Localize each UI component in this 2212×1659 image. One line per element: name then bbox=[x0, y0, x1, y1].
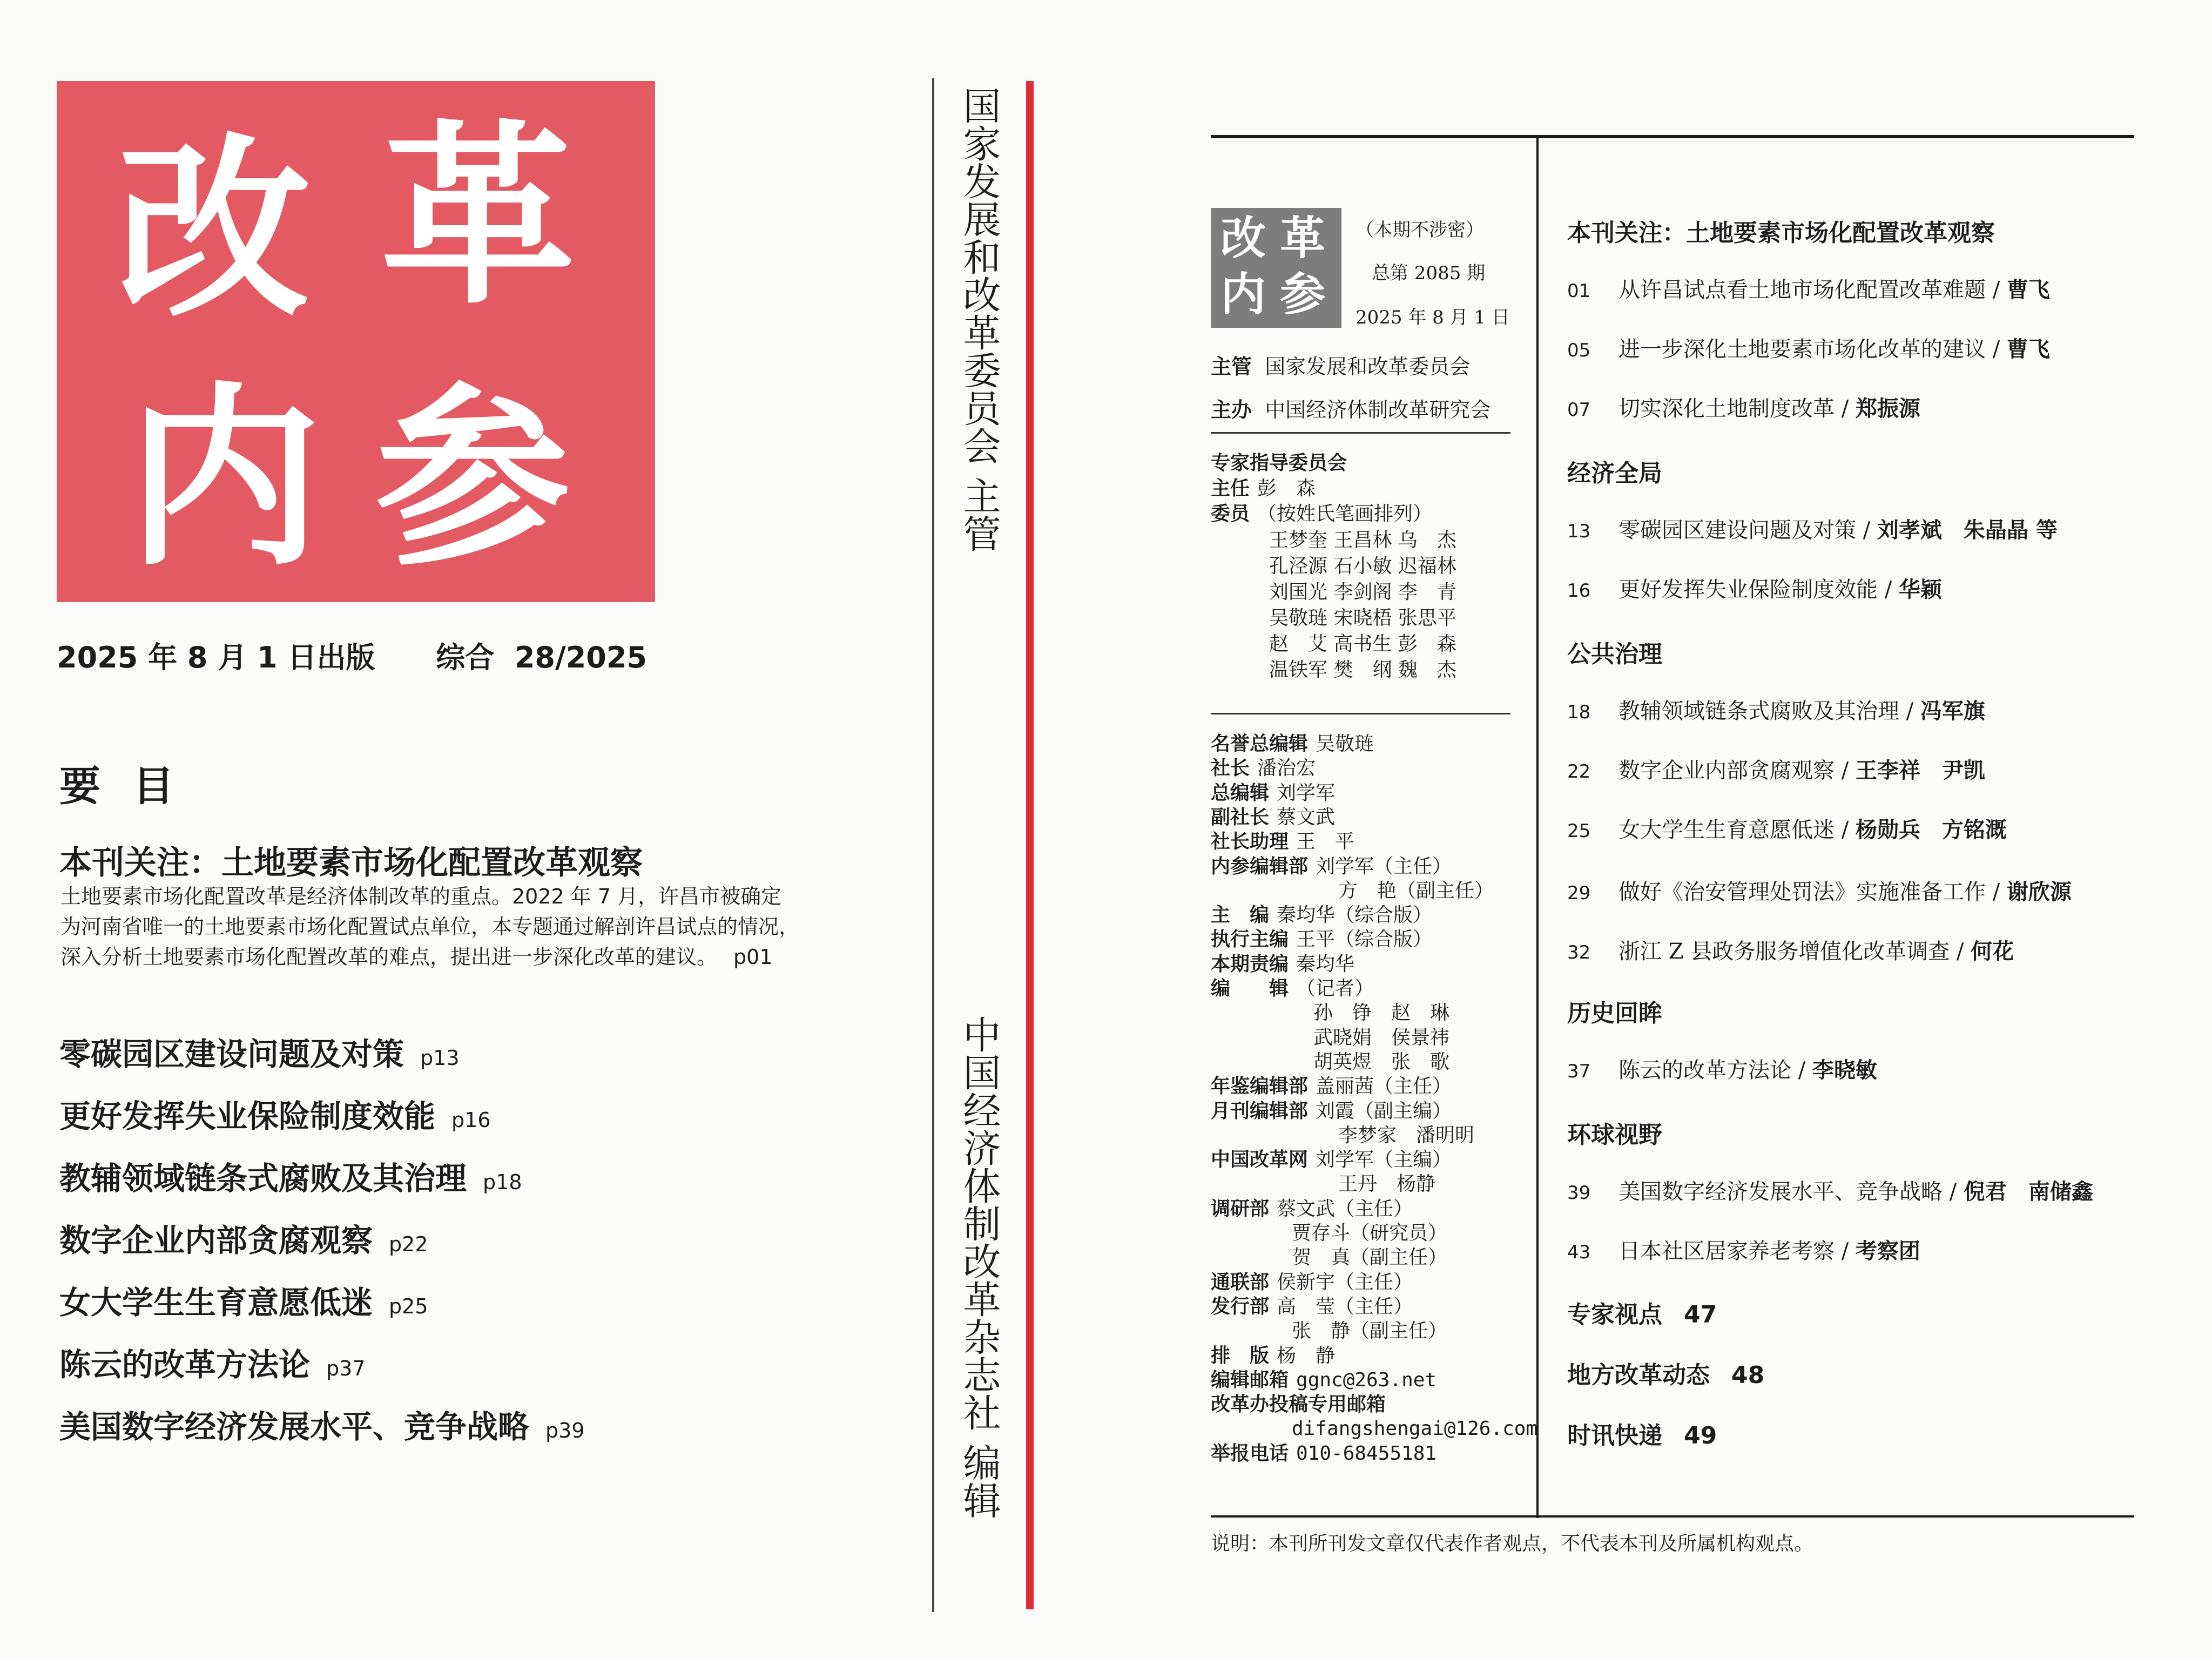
toc-item-author: 考察团 bbox=[1855, 1238, 1920, 1264]
logo-char-can: 参 bbox=[375, 363, 570, 592]
toc-item-author: 刘孝斌 朱晶晶 等 bbox=[1877, 517, 2058, 543]
cover-toc-page: p18 bbox=[483, 1170, 522, 1194]
toc-item-title: 美国数字经济发展水平、竞争战略 / bbox=[1618, 1179, 1964, 1204]
staff-value: 潘治宏 bbox=[1257, 757, 1316, 780]
toc-item-author: 王李祥 尹凯 bbox=[1855, 758, 1985, 783]
cover-toc-title: 更好发挥失业保险制度效能 bbox=[59, 1098, 436, 1135]
committee-title: 专家指导委员会 bbox=[1211, 452, 1347, 474]
focus-page: p01 bbox=[733, 945, 773, 969]
toc-item-author: 何花 bbox=[1971, 939, 2014, 964]
supervisor-value: 国家发展和改革委员会 bbox=[1265, 355, 1471, 379]
mini-logo-char: 参 bbox=[1280, 267, 1326, 321]
committee-member-row: 赵 艾 高书生 彭 森 bbox=[1269, 633, 1456, 655]
cover-toc-page: p25 bbox=[389, 1294, 428, 1318]
staff-row bbox=[1211, 830, 1354, 854]
toc-section-page: 49 bbox=[1684, 1422, 1717, 1449]
staff-value: 刘霞（副主编） bbox=[1316, 1100, 1452, 1122]
staff-label: 主 编 bbox=[1211, 904, 1270, 927]
focus-title: 本刊关注：土地要素市场化配置改革观察 bbox=[59, 844, 643, 882]
toc-section-heading bbox=[1567, 635, 1662, 669]
toc-item-page: 22 bbox=[1567, 761, 1591, 783]
toc-item-page: 43 bbox=[1567, 1242, 1591, 1263]
staff-label: 改革办投稿专用邮箱 bbox=[1211, 1393, 1386, 1416]
cover-toc-title: 数字企业内部贪腐观察 bbox=[59, 1222, 373, 1259]
cover-toc-item bbox=[59, 1153, 522, 1198]
staff-label: 月刊编辑部 bbox=[1211, 1100, 1309, 1122]
staff-row bbox=[1211, 805, 1335, 830]
toc-item-page: 25 bbox=[1567, 820, 1591, 842]
toc-item-title: 做好《治安管理处罚法》实施准备工作 / bbox=[1618, 880, 2007, 905]
staff-row bbox=[1292, 1221, 1447, 1246]
toc-item-title: 浙江 Z 县政务服务增值化改革调查 / bbox=[1618, 939, 1971, 964]
toc-item bbox=[1567, 392, 1920, 422]
toc-item bbox=[1567, 875, 2072, 906]
staff-value: 杨 静 bbox=[1277, 1344, 1336, 1367]
toc-section-title: 地方改革动态 bbox=[1567, 1361, 1710, 1389]
staff-value: 侯新宇（主任） bbox=[1277, 1271, 1413, 1293]
toc-item bbox=[1567, 1175, 2093, 1205]
logo-char-ge: 革 bbox=[381, 102, 575, 330]
toc-item-page: 39 bbox=[1567, 1182, 1591, 1204]
cover-toc-item bbox=[59, 1215, 428, 1260]
staff-row bbox=[1211, 781, 1335, 806]
toc-item-page: 16 bbox=[1567, 580, 1591, 602]
staff-label: 通联部 bbox=[1211, 1271, 1270, 1293]
toc-section-title: 时讯快递 bbox=[1567, 1422, 1662, 1449]
toc-section-heading bbox=[1567, 454, 1662, 488]
staff-row bbox=[1211, 903, 1432, 928]
cover-toc-title: 教辅领域链条式腐败及其治理 bbox=[59, 1160, 467, 1197]
staff-value: difangshengai@126.com bbox=[1292, 1418, 1538, 1440]
toc-item-page: 29 bbox=[1567, 882, 1591, 904]
staff-row bbox=[1211, 1099, 1452, 1124]
toc-item bbox=[1567, 572, 1942, 603]
toc-item bbox=[1567, 694, 1985, 725]
spine-supervisor-text: 国家发展和改革委员会 主管 bbox=[957, 86, 1001, 552]
staff-row bbox=[1211, 1197, 1413, 1222]
staff-label: 编辑邮箱 bbox=[1211, 1368, 1289, 1391]
staff-row bbox=[1313, 1050, 1449, 1075]
toc-item bbox=[1567, 813, 2007, 844]
toc-item-title: 更好发挥失业保险制度效能 / bbox=[1618, 577, 1899, 602]
spine-editor-text: 中国经济体制改革杂志社 编辑 bbox=[957, 1015, 1001, 1519]
staff-row bbox=[1211, 952, 1354, 977]
logo-char-nei: 内 bbox=[127, 363, 321, 592]
secrecy-note: （本期不涉密） bbox=[1355, 219, 1484, 241]
cover-toc-item bbox=[59, 1091, 491, 1136]
staff-row bbox=[1313, 1026, 1449, 1050]
toc-item bbox=[1567, 1234, 1920, 1265]
toc-section-title: 本刊关注：土地要素市场化配置改革观察 bbox=[1567, 219, 1995, 247]
staff-value: （记者） bbox=[1296, 977, 1374, 1000]
spine-divider-line bbox=[932, 78, 934, 1612]
staff-row bbox=[1211, 1368, 1437, 1393]
toc-section-title: 专家视点 bbox=[1567, 1301, 1662, 1328]
staff-row bbox=[1211, 1392, 1393, 1417]
toc-item-title: 零碳园区建设问题及对策 / bbox=[1618, 518, 1877, 543]
staff-value: 贺 真（副主任） bbox=[1292, 1246, 1448, 1269]
sponsor-label: 主办 bbox=[1211, 398, 1252, 422]
staff-value: 盖丽茜（主任） bbox=[1316, 1075, 1452, 1098]
issue-date: 2025 年 8 月 1 日 bbox=[1355, 307, 1510, 328]
toc-section-heading bbox=[1567, 213, 1995, 248]
toc-item-author: 华颖 bbox=[1898, 577, 1942, 602]
staff-label: 内参编辑部 bbox=[1211, 855, 1309, 878]
cover-toc-page: p13 bbox=[420, 1046, 460, 1070]
toc-item-page: 07 bbox=[1567, 399, 1591, 421]
staff-label: 社长 bbox=[1211, 757, 1250, 780]
top-rule bbox=[1211, 135, 2134, 138]
toc-section-page: 48 bbox=[1731, 1361, 1765, 1389]
staff-row bbox=[1292, 1319, 1447, 1344]
staff-value: 张 静（副主任） bbox=[1292, 1320, 1448, 1343]
staff-value: 方 艳（副主任） bbox=[1338, 879, 1494, 902]
staff-row bbox=[1211, 1294, 1413, 1319]
supervisor-label: 主管 bbox=[1211, 355, 1252, 379]
toc-item-author: 李晓敏 bbox=[1812, 1057, 1877, 1083]
toc-item-title: 从许昌试点看土地市场化配置改革难题 / bbox=[1618, 278, 2007, 302]
staff-row bbox=[1211, 756, 1316, 781]
staff-value: 刘学军（主任） bbox=[1316, 855, 1452, 878]
staff-value: 高 莹（主任） bbox=[1277, 1295, 1413, 1318]
staff-row bbox=[1338, 1172, 1435, 1197]
toc-item-title: 教辅领域链条式腐败及其治理 / bbox=[1618, 699, 1920, 724]
staff-row bbox=[1292, 1245, 1447, 1270]
toc-item-title: 日本社区居家养老考察 / bbox=[1618, 1239, 1856, 1264]
staff-value: 孙 铮 赵 琳 bbox=[1313, 1002, 1450, 1024]
committee-member-row: 孔泾源 石小敏 迟福林 bbox=[1269, 555, 1456, 577]
staff-row bbox=[1211, 1344, 1335, 1368]
toc-item-title: 陈云的改革方法论 / bbox=[1618, 1058, 1812, 1083]
toc-section-title: 环球视野 bbox=[1567, 1121, 1662, 1149]
staff-label: 排 版 bbox=[1211, 1344, 1270, 1367]
committee-member-row: 刘国光 李剑阁 李 青 bbox=[1269, 581, 1456, 603]
staff-value: 刘学军（主编） bbox=[1316, 1149, 1452, 1171]
staff-label: 社长助理 bbox=[1211, 831, 1289, 853]
cover-toc-page: p37 bbox=[326, 1357, 366, 1380]
cover-toc-item bbox=[59, 1339, 366, 1385]
committee-member-row: 温铁军 樊 纲 魏 杰 bbox=[1269, 659, 1456, 681]
staff-label: 年鉴编辑部 bbox=[1211, 1075, 1309, 1098]
toc-section-heading bbox=[1567, 994, 1662, 1028]
staff-row bbox=[1313, 1001, 1449, 1026]
toc-item-author: 郑振源 bbox=[1855, 396, 1920, 421]
staff-label: 总编辑 bbox=[1211, 781, 1270, 804]
logo-char-gai: 改 bbox=[116, 115, 311, 343]
toc-item-page: 05 bbox=[1567, 340, 1591, 361]
committee-member-row: 王梦奎 王昌林 乌 杰 bbox=[1269, 529, 1456, 551]
staff-label: 名誉总编辑 bbox=[1211, 733, 1309, 755]
cover-toc-page: p16 bbox=[451, 1108, 491, 1132]
toc-item-author: 倪君 南储鑫 bbox=[1963, 1179, 2093, 1204]
bottom-rule bbox=[1211, 1515, 2134, 1518]
contents-heading: 要目 bbox=[59, 762, 206, 810]
toc-item-page: 13 bbox=[1567, 521, 1591, 542]
issue-total: 总第 2085 期 bbox=[1372, 262, 1486, 284]
staff-label: 编 辑 bbox=[1211, 977, 1289, 1000]
toc-item-author: 冯军旗 bbox=[1920, 698, 1985, 724]
toc-item bbox=[1567, 753, 1985, 784]
staff-row bbox=[1338, 879, 1494, 903]
staff-value: 胡英煜 张 歌 bbox=[1313, 1050, 1450, 1073]
toc-item bbox=[1567, 513, 2058, 544]
cover-toc-page: p39 bbox=[545, 1419, 585, 1442]
toc-item-title: 进一步深化土地要素市场化改革的建议 / bbox=[1618, 337, 2007, 362]
committee-director: 主任 彭 森 bbox=[1211, 477, 1316, 500]
cover-toc-page: p22 bbox=[389, 1232, 428, 1256]
masthead-separator bbox=[1211, 432, 1510, 434]
toc-item-page: 32 bbox=[1567, 942, 1591, 963]
toc-item-author: 曹飞 bbox=[2006, 277, 2050, 302]
sponsor-row bbox=[1211, 393, 1491, 423]
toc-item bbox=[1567, 934, 2014, 965]
publication-info: 2025 年 8 月 1 日出版 综合 28/2025 bbox=[57, 640, 647, 675]
masthead-separator bbox=[1211, 713, 1510, 714]
staff-value: ggnc@263.net bbox=[1296, 1368, 1437, 1391]
staff-row bbox=[1211, 1074, 1452, 1099]
toc-item-author: 谢欣源 bbox=[2006, 879, 2072, 905]
toc-section-heading bbox=[1567, 1295, 1717, 1330]
cover-toc-item bbox=[59, 1277, 428, 1323]
spine-red-bar bbox=[1026, 81, 1034, 1609]
focus-description bbox=[60, 881, 800, 972]
staff-row bbox=[1338, 1123, 1474, 1148]
staff-row bbox=[1211, 1270, 1413, 1295]
masthead-logo bbox=[1211, 208, 1341, 328]
toc-item bbox=[1567, 1053, 1877, 1084]
mini-logo-char: 改 bbox=[1220, 211, 1266, 265]
toc-item bbox=[1567, 332, 2050, 363]
staff-label: 副社长 bbox=[1211, 806, 1270, 828]
toc-section-title: 经济全局 bbox=[1567, 460, 1662, 487]
staff-label: 发行部 bbox=[1211, 1295, 1270, 1318]
mini-logo-char: 内 bbox=[1220, 267, 1266, 321]
committee-member-row: 吴敬琏 宋晓梧 张思平 bbox=[1269, 607, 1456, 629]
focus-description-text: 土地要素市场化配置改革是经济体制改革的重点。2022 年 7 月，许昌市被确定为河南省唯一的土地要素市场化配置试点单位，本专题通过解剖许昌试点的情况，深入分析土地要素市场化配置改革的难点，提出进一步深化改革的建议。 bbox=[60, 885, 800, 969]
toc-section-page: 47 bbox=[1684, 1301, 1717, 1328]
staff-value: 王平（综合版） bbox=[1296, 928, 1433, 951]
committee-members-label: 委员 （按姓氏笔画排列） bbox=[1211, 503, 1433, 525]
toc-item-page: 37 bbox=[1567, 1061, 1591, 1082]
staff-value: 贾存斗（研究员） bbox=[1292, 1222, 1448, 1244]
staff-value: 010-68455181 bbox=[1296, 1442, 1437, 1465]
cover-toc-title: 女大学生生育意愿低迷 bbox=[59, 1284, 373, 1321]
staff-value: 蔡文武 bbox=[1277, 806, 1336, 828]
staff-value: 武晓娟 侯景祎 bbox=[1313, 1026, 1450, 1049]
column-divider bbox=[1536, 138, 1539, 1518]
cover-toc-item bbox=[59, 1029, 460, 1074]
staff-value: 蔡文武（主任） bbox=[1277, 1197, 1413, 1220]
staff-label: 本期责编 bbox=[1211, 953, 1289, 975]
toc-item-title: 女大学生生育意愿低迷 / bbox=[1618, 818, 1856, 842]
cover-toc-item bbox=[59, 1401, 585, 1447]
cover-logo bbox=[57, 81, 655, 602]
staff-row bbox=[1211, 1148, 1452, 1172]
toc-section-title: 公共治理 bbox=[1567, 640, 1662, 668]
cover-toc-title: 零碳园区建设问题及对策 bbox=[59, 1036, 404, 1073]
disclaimer: 说明：本刊所刊发文章仅代表作者观点，不代表本刊及所属机构观点。 bbox=[1211, 1533, 1814, 1555]
staff-row bbox=[1211, 927, 1432, 952]
sponsor-value: 中国经济体制改革研究会 bbox=[1265, 398, 1491, 422]
staff-row bbox=[1211, 854, 1452, 879]
toc-item-page: 01 bbox=[1567, 280, 1591, 302]
staff-label: 调研部 bbox=[1211, 1197, 1270, 1220]
mini-logo-char: 革 bbox=[1280, 211, 1326, 265]
staff-label: 中国改革网 bbox=[1211, 1149, 1309, 1171]
supervisor-row bbox=[1211, 350, 1470, 380]
staff-value: 李梦家 潘明明 bbox=[1338, 1124, 1475, 1147]
staff-value: 刘学军 bbox=[1277, 781, 1336, 804]
toc-section-heading bbox=[1567, 1416, 1717, 1451]
staff-value: 秦均华 bbox=[1296, 953, 1355, 975]
toc-item bbox=[1567, 273, 2050, 304]
staff-row bbox=[1211, 1441, 1437, 1466]
staff-row bbox=[1211, 732, 1374, 757]
cover-toc-title: 陈云的改革方法论 bbox=[59, 1346, 311, 1383]
toc-section-title: 历史回眸 bbox=[1567, 1000, 1662, 1027]
toc-item-author: 杨勋兵 方铭溉 bbox=[1855, 817, 2007, 842]
toc-item-author: 曹飞 bbox=[2006, 336, 2050, 362]
toc-section-heading bbox=[1567, 1115, 1662, 1150]
staff-value: 王丹 杨静 bbox=[1338, 1173, 1436, 1196]
staff-row bbox=[1211, 976, 1374, 1001]
toc-item-title: 切实深化土地制度改革 / bbox=[1618, 396, 1856, 421]
staff-value: 吴敬琏 bbox=[1316, 733, 1374, 755]
staff-label: 举报电话 bbox=[1211, 1442, 1289, 1465]
toc-section-heading bbox=[1567, 1355, 1764, 1390]
staff-label: 执行主编 bbox=[1211, 928, 1289, 951]
staff-row bbox=[1292, 1417, 1537, 1441]
toc-item-page: 18 bbox=[1567, 702, 1591, 723]
staff-value: 秦均华（综合版） bbox=[1277, 904, 1433, 927]
toc-item-title: 数字企业内部贪腐观察 / bbox=[1618, 758, 1856, 783]
staff-value: 王 平 bbox=[1296, 831, 1355, 853]
cover-toc-title: 美国数字经济发展水平、竞争战略 bbox=[59, 1408, 530, 1445]
